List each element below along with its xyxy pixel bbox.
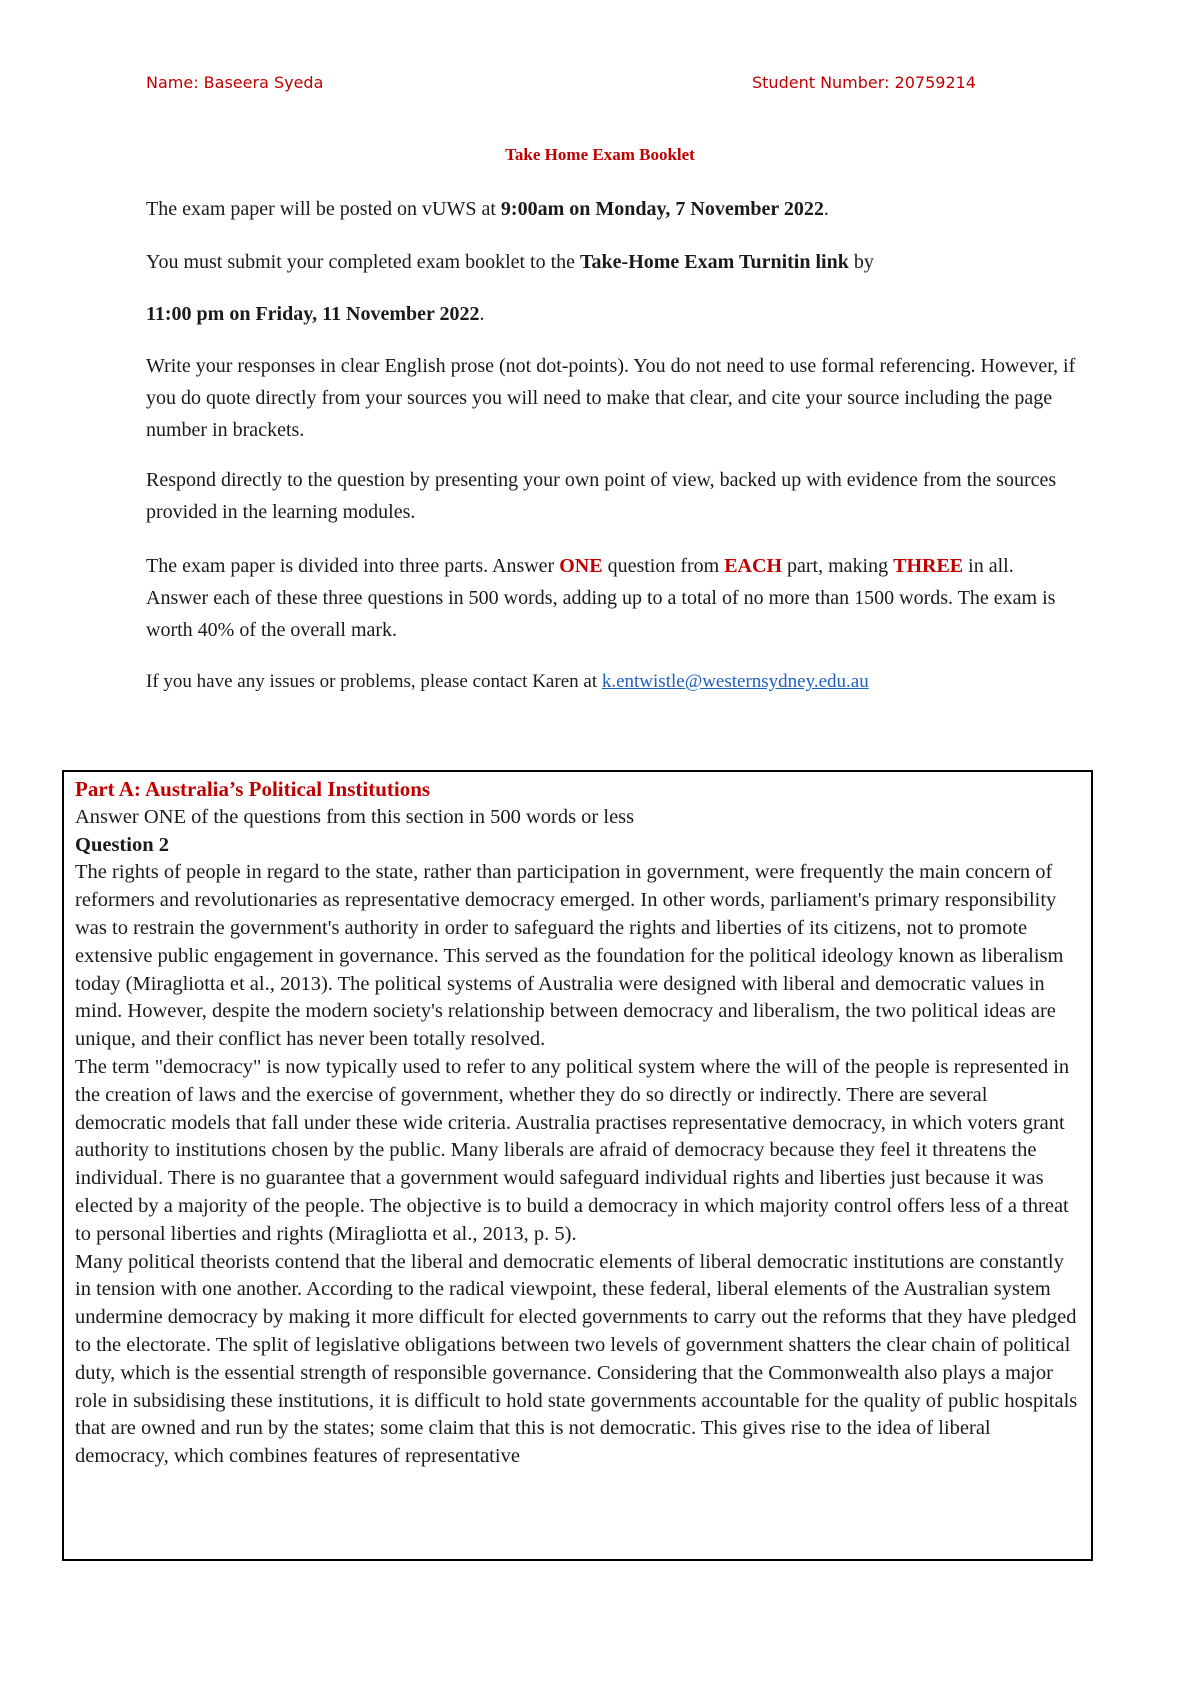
part-a-answer-box <box>62 770 1093 1561</box>
instruction-prose: Write your responses in clear English prose (not dot-points). You do not need to use formal referencing. However, if you do quote directly from your sources you will need to make that clear, and cite your source including the page number in brackets. <box>146 355 1076 441</box>
instruction-deadline-date: 11:00 pm on Friday, 11 November 2022 <box>146 303 480 325</box>
instruction-submit <box>146 246 1076 278</box>
instruction-structure-a: The exam paper is divided into three parts. Answer <box>146 555 560 577</box>
contact-text: If you have any issues or problems, please contact Karen at <box>146 671 602 692</box>
instruction-structure-d: in all. Answer each of these three questions in 500 words, adding up to a total of no more than 1500 words. The exam is worth 40% of the overall mark. <box>146 555 1056 641</box>
page-title: Take Home Exam Booklet <box>505 145 695 164</box>
part-a-title: Part A: Australia’s Political Institutions <box>75 777 431 801</box>
answer-paragraph-2: The term "democracy" is now typically used to refer to any political system where the will of the people is represented in the creation of laws and the exercise of government, whether they do so directly or indirectly. There are several democratic models that fall under these wide criteria. Australia practises representative democracy, in which voters grant authority to institutions chosen by the public. Many liberals are afraid of democracy because they feel it threatens the individual. There is no guarantee that a government would safeguard individual rights and liberties just because it was elected by a majority of the people. The objective is to build a democracy in which majority control offers less of a threat to personal liberties and rights (Miragliotta et al., 2013, p. 5). <box>75 1055 1070 1245</box>
instruction-submit-text: You must submit your completed exam booklet to the <box>146 251 581 273</box>
emphasis-one: ONE <box>559 555 603 577</box>
instruction-deadline-end: . <box>479 303 485 325</box>
part-a-instruction: Answer ONE of the questions from this section in 500 words or less <box>75 805 635 828</box>
student-name: Name: Baseera Syeda <box>146 73 324 92</box>
instruction-deadline <box>146 298 1076 330</box>
instruction-structure <box>146 550 1076 646</box>
instruction-respond: Respond directly to the question by presenting your own point of view, backed up with evidence from the sources provided in the learning modules. <box>146 469 1057 523</box>
instruction-posting-end: . <box>823 198 829 220</box>
instruction-structure-c: part, making <box>782 555 894 577</box>
instruction-submit-link-name: Take-Home Exam Turnitin link <box>580 251 849 273</box>
answer-paragraph-3: Many political theorists contend that the liberal and democratic elements of liberal democratic institutions are constantly in tension with one another. According to the radical viewpoint, these federal, liberal elements of the Australian system undermine democracy by making it more difficult for elected governments to carry out the reforms that they have pledged to the electorate. The split of legislative obligations between two levels of government shatters the clear chain of political duty, which is the essential strength of responsible governance. Considering that the Commonwealth also plays a major role in subsidising these institutions, it is difficult to hold state governments accountable for the quality of public hospitals that are owned and run by the states; some claim that this is not democratic. This gives rise to the idea of liberal democracy, which combines features of representative <box>75 1250 1078 1468</box>
question-label: Question 2 <box>75 833 169 856</box>
student-number: Student Number: 20759214 <box>752 73 976 92</box>
emphasis-each: EACH <box>724 555 783 577</box>
contact-email-link[interactable]: k.entwistle@westernsydney.edu.au <box>601 671 869 692</box>
instruction-structure-b: question from <box>602 555 725 577</box>
page-header <box>146 73 1006 101</box>
instruction-submit-end: by <box>848 251 874 273</box>
instruction-contact <box>146 666 1076 698</box>
emphasis-three: THREE <box>893 555 964 577</box>
instruction-posting <box>146 193 1076 225</box>
instruction-posting-text: The exam paper will be posted on vUWS at <box>146 198 501 220</box>
instruction-posting-date: 9:00am on Monday, 7 November 2022 <box>500 198 824 220</box>
answer-paragraph-1: The rights of people in regard to the state, rather than participation in government, were frequently the main concern of reformers and revolutionaries as representative democracy emerged. In other words, parliament's primary responsibility was to restrain the government's authority in order to safeguard the rights and liberties of its citizens, not to promote extensive public engagement in governance. This served as the foundation for the political ideology known as liberalism today (Miragliotta et al., 2013). The political systems of Australia were designed with liberal and democratic values in mind. However, despite the modern society's relationship between democracy and liberalism, the two political ideas are unique, and their conflict has never been totally resolved. <box>75 861 1064 1051</box>
